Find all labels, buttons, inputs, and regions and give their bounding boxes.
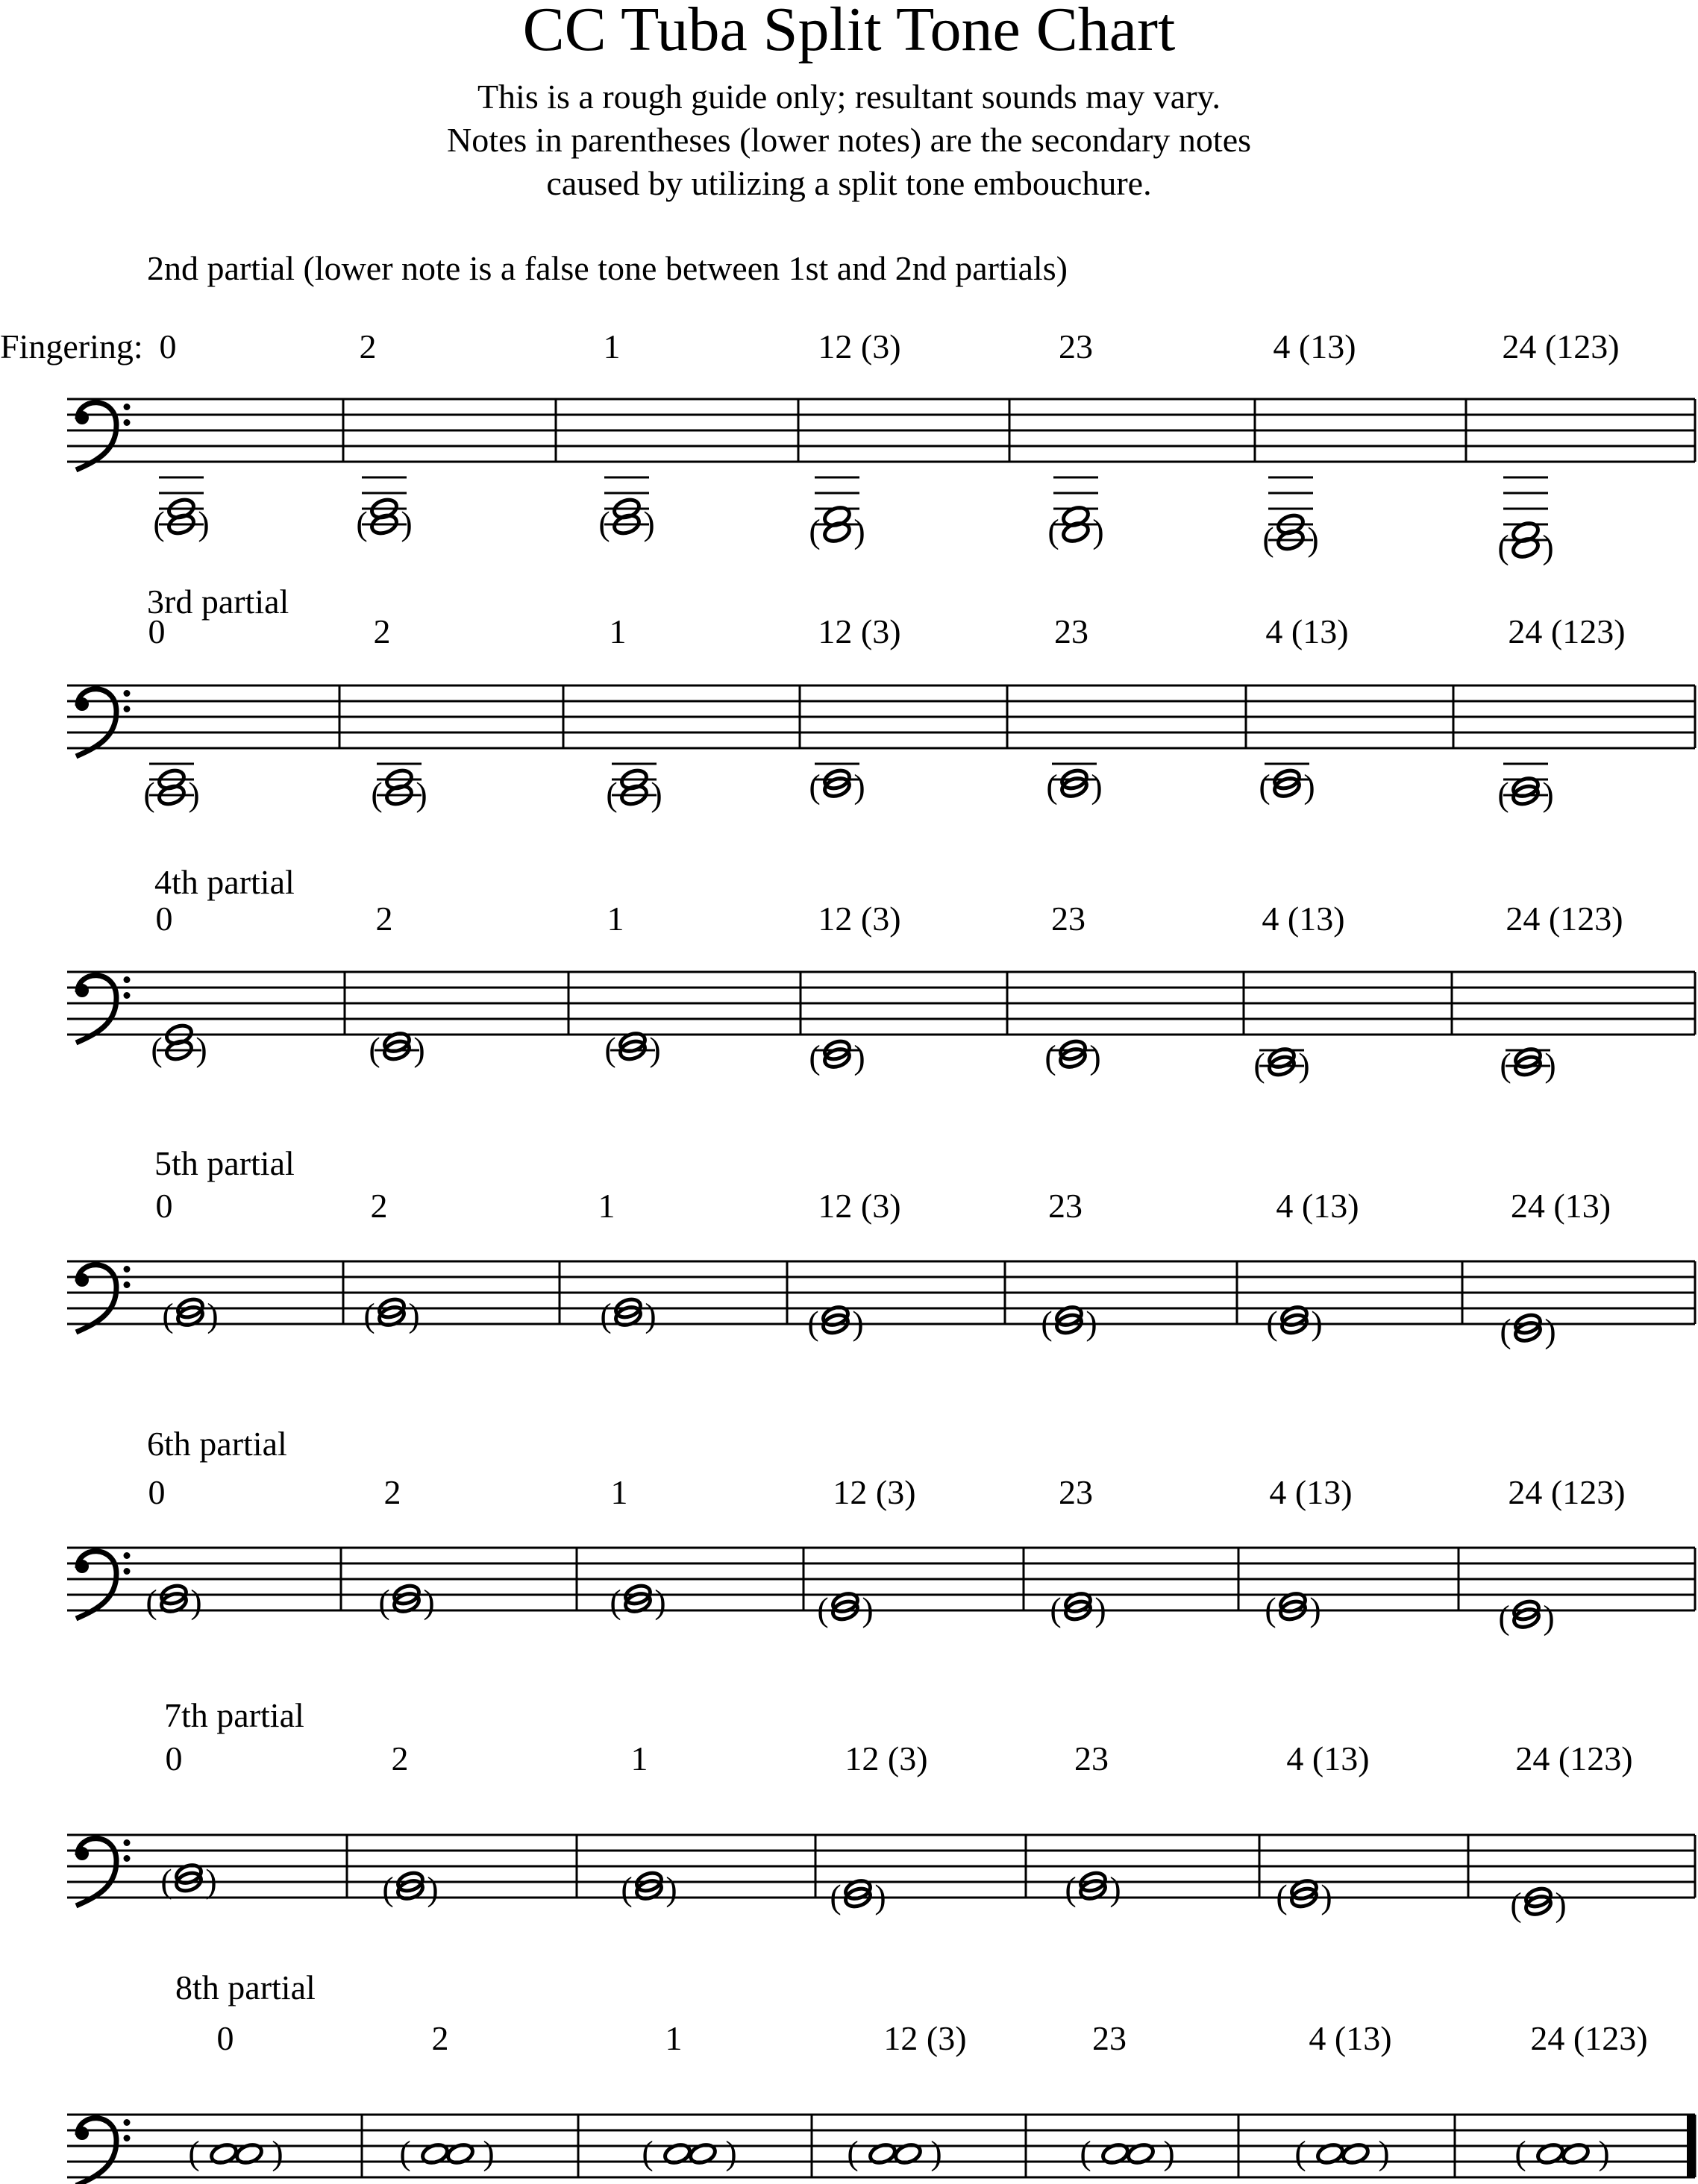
fingering-number: 24 (123) — [1506, 900, 1623, 938]
open-parenthesis: ( — [1050, 1590, 1062, 1628]
open-parenthesis: ( — [621, 1869, 633, 1908]
split-tone-chord — [807, 1304, 863, 1342]
split-tone-chord — [610, 1583, 665, 1621]
fingering-number: 2 — [370, 1187, 388, 1225]
open-parenthesis: ( — [1497, 775, 1509, 813]
open-parenthesis: ( — [153, 504, 165, 542]
split-tone-chord — [606, 764, 662, 813]
close-parenthesis: ) — [188, 775, 200, 813]
partial-row — [67, 1696, 1695, 1924]
open-parenthesis: ( — [399, 2133, 411, 2172]
close-parenthesis: ) — [1094, 1590, 1106, 1628]
bass-clef-icon — [75, 403, 131, 470]
partial-label: 7th partial — [164, 1696, 304, 1734]
split-tone-chord — [1497, 764, 1553, 813]
open-parenthesis: ( — [356, 504, 368, 542]
split-tone-chord — [1498, 1598, 1554, 1637]
fingering-number: 23 — [1092, 2019, 1127, 2057]
close-parenthesis: ) — [862, 1590, 874, 1628]
close-parenthesis: ) — [852, 1304, 864, 1342]
close-parenthesis: ) — [1311, 1304, 1323, 1342]
open-parenthesis: ( — [1500, 1046, 1511, 1084]
close-parenthesis: ) — [649, 1030, 661, 1068]
fingering-number: 23 — [1074, 1739, 1109, 1777]
split-tone-chord — [382, 1870, 438, 1908]
fingering-number: 23 — [1048, 1187, 1083, 1225]
partial-row — [67, 1968, 1695, 2184]
close-parenthesis: ) — [930, 2133, 942, 2172]
fingering-number: 1 — [630, 1739, 648, 1777]
fingering-number: 24 (13) — [1510, 1187, 1611, 1225]
split-tone-chord — [399, 2134, 494, 2172]
split-tone-chord — [1259, 764, 1315, 806]
close-parenthesis: ) — [1303, 767, 1315, 806]
open-parenthesis: ( — [809, 767, 821, 806]
open-parenthesis: ( — [1498, 1598, 1510, 1637]
split-tone-chord — [642, 2134, 736, 2172]
open-parenthesis: ( — [847, 2133, 859, 2172]
split-tone-chord — [1047, 477, 1103, 550]
fingering-number: 24 (123) — [1502, 327, 1620, 365]
fingering-number: 12 (3) — [818, 1187, 901, 1225]
close-parenthesis: ) — [1544, 1311, 1556, 1350]
close-parenthesis: ) — [272, 2133, 283, 2172]
split-tone-chord — [188, 2134, 283, 2172]
close-parenthesis: ) — [195, 1030, 207, 1068]
split-tone-chord — [809, 1038, 865, 1076]
open-parenthesis: ( — [151, 1030, 163, 1068]
close-parenthesis: ) — [1309, 1590, 1321, 1628]
close-parenthesis: ) — [1089, 1038, 1101, 1076]
split-tone-chord — [160, 1862, 216, 1900]
open-parenthesis: ( — [610, 1582, 621, 1621]
split-tone-chord — [1500, 1046, 1556, 1084]
fingering-number: 0 — [159, 327, 177, 365]
open-parenthesis: ( — [378, 1582, 390, 1621]
close-parenthesis: ) — [483, 2133, 495, 2172]
split-tone-chord — [1294, 2134, 1389, 2172]
close-parenthesis: ) — [1542, 775, 1554, 813]
open-parenthesis: ( — [369, 1030, 380, 1068]
fingering-number: 23 — [1059, 1473, 1093, 1511]
open-parenthesis: ( — [1047, 512, 1059, 550]
open-parenthesis: ( — [1266, 1304, 1278, 1342]
close-parenthesis: ) — [1555, 1885, 1567, 1924]
split-tone-chord — [1265, 1590, 1321, 1628]
open-parenthesis: ( — [188, 2133, 200, 2172]
split-tone-chord — [1510, 1886, 1566, 1924]
close-parenthesis: ) — [1307, 520, 1319, 558]
open-parenthesis: ( — [1041, 1304, 1053, 1342]
close-parenthesis: ) — [874, 1877, 886, 1915]
partial-row — [67, 1144, 1695, 1350]
close-parenthesis: ) — [190, 1582, 202, 1621]
split-tone-chord — [600, 1296, 656, 1334]
subtitle-line: This is a rough guide only; resultant sounds may vary. — [477, 78, 1221, 116]
split-tone-chord — [1065, 1870, 1121, 1908]
close-parenthesis: ) — [1543, 1598, 1555, 1637]
fingering-number: 2 — [391, 1739, 409, 1777]
open-parenthesis: ( — [363, 1296, 375, 1334]
fingering-number: 23 — [1054, 612, 1088, 650]
close-parenthesis: ) — [853, 512, 865, 550]
split-tone-chord — [817, 1590, 873, 1628]
split-tone-chord — [378, 1583, 434, 1621]
open-parenthesis: ( — [1259, 767, 1271, 806]
bass-clef-icon — [75, 2118, 131, 2184]
partial-row — [67, 583, 1695, 813]
close-parenthesis: ) — [205, 1862, 217, 1900]
close-parenthesis: ) — [413, 1030, 425, 1068]
fingering-number: 4 (13) — [1265, 612, 1349, 650]
split-tone-chord — [162, 1296, 218, 1334]
open-parenthesis: ( — [382, 1869, 394, 1908]
partial-row — [0, 249, 1695, 566]
fingering-number: 0 — [148, 612, 166, 650]
close-parenthesis: ) — [1298, 1046, 1310, 1084]
open-parenthesis: ( — [600, 1296, 612, 1334]
split-tone-chord — [1046, 764, 1102, 806]
fingering-number: 4 (13) — [1286, 1739, 1370, 1777]
fingering-number: 1 — [598, 1187, 615, 1225]
close-parenthesis: ) — [654, 1582, 666, 1621]
open-parenthesis: ( — [598, 504, 610, 542]
split-tone-chord — [621, 1870, 677, 1908]
split-tone-chord — [809, 477, 865, 550]
fingering-number: 1 — [609, 612, 627, 650]
close-parenthesis: ) — [643, 504, 655, 542]
fingering-number: 2 — [375, 900, 393, 938]
split-tone-chord — [1050, 1590, 1106, 1628]
open-parenthesis: ( — [1265, 1590, 1276, 1628]
open-parenthesis: ( — [1046, 767, 1058, 806]
close-parenthesis: ) — [1321, 1877, 1332, 1915]
split-tone-chord — [809, 764, 865, 806]
split-tone-chord — [1262, 477, 1318, 558]
split-tone-chord — [1080, 2134, 1174, 2172]
split-tone-chord — [356, 477, 412, 542]
close-parenthesis: ) — [416, 775, 427, 813]
fingering-number: 4 (13) — [1309, 2019, 1392, 2057]
close-parenthesis: ) — [401, 504, 413, 542]
partial-label: 8th partial — [175, 1968, 316, 2006]
close-parenthesis: ) — [207, 1296, 219, 1334]
partial-label: 2nd partial (lower note is a false tone between 1st and 2nd partials) — [147, 249, 1068, 287]
subtitle-line: Notes in parentheses (lower notes) are the secondary notes — [446, 121, 1252, 159]
fingering-number: 0 — [165, 1739, 183, 1777]
partial-row — [67, 863, 1695, 1084]
fingering-number: 4 (13) — [1262, 900, 1345, 938]
split-tone-chord — [598, 477, 654, 542]
close-parenthesis: ) — [1542, 527, 1554, 566]
open-parenthesis: ( — [1497, 527, 1509, 566]
open-parenthesis: ( — [1080, 2133, 1091, 2172]
close-parenthesis: ) — [1085, 1304, 1097, 1342]
split-tone-chord — [847, 2134, 942, 2172]
fingering-number: 24 (123) — [1515, 1739, 1633, 1777]
close-parenthesis: ) — [665, 1869, 677, 1908]
open-parenthesis: ( — [1044, 1038, 1056, 1076]
fingering-number: 1 — [603, 327, 621, 365]
fingering-number: 0 — [216, 2019, 234, 2057]
split-tone-chord — [143, 764, 199, 813]
open-parenthesis: ( — [1262, 520, 1274, 558]
open-parenthesis: ( — [1294, 2133, 1306, 2172]
close-parenthesis: ) — [198, 504, 210, 542]
split-tone-chord — [1276, 1877, 1332, 1915]
close-parenthesis: ) — [427, 1869, 439, 1908]
bass-clef-icon — [75, 1839, 131, 1906]
close-parenthesis: ) — [651, 775, 662, 813]
open-parenthesis: ( — [162, 1296, 174, 1334]
open-parenthesis: ( — [817, 1590, 829, 1628]
open-parenthesis: ( — [606, 775, 618, 813]
close-parenthesis: ) — [1598, 2133, 1610, 2172]
fingering-number: 12 (3) — [818, 612, 901, 650]
split-tone-chord — [151, 1023, 207, 1068]
bass-clef-icon — [75, 1551, 131, 1619]
fingering-number: 2 — [383, 1473, 401, 1511]
open-parenthesis: ( — [807, 1304, 819, 1342]
split-tone-chord — [1041, 1304, 1097, 1342]
subtitle-line: caused by utilizing a split tone embouchure. — [546, 164, 1152, 202]
fingering-number: 24 (123) — [1508, 612, 1626, 650]
split-tone-chord — [369, 1030, 424, 1068]
fingering-number: 2 — [431, 2019, 449, 2057]
open-parenthesis: ( — [143, 775, 155, 813]
fingering-number: 4 (13) — [1273, 327, 1356, 365]
split-tone-chord — [153, 477, 209, 542]
fingering-number: 12 (3) — [818, 900, 901, 938]
split-tone-chord — [1266, 1304, 1322, 1342]
fingering-number: 24 (123) — [1508, 1473, 1626, 1511]
fingering-number: 12 (3) — [833, 1473, 916, 1511]
open-parenthesis: ( — [809, 1038, 821, 1076]
close-parenthesis: ) — [853, 1038, 865, 1076]
partial-label: 3rd partial — [147, 583, 289, 621]
fingering-label: Fingering: — [0, 327, 143, 365]
open-parenthesis: ( — [160, 1862, 172, 1900]
close-parenthesis: ) — [853, 767, 865, 806]
fingering-number: 12 (3) — [883, 2019, 967, 2057]
split-tone-chord — [1500, 1312, 1556, 1350]
page-title: CC Tuba Split Tone Chart — [522, 0, 1176, 64]
fingering-number: 4 (13) — [1269, 1473, 1353, 1511]
close-parenthesis: ) — [423, 1582, 435, 1621]
fingering-number: 1 — [607, 900, 624, 938]
close-parenthesis: ) — [408, 1296, 420, 1334]
close-parenthesis: ) — [1109, 1869, 1121, 1908]
bass-clef-icon — [75, 976, 131, 1043]
partial-label: 5th partial — [154, 1144, 295, 1182]
split-tone-chord — [1253, 1046, 1309, 1084]
open-parenthesis: ( — [830, 1877, 842, 1915]
open-parenthesis: ( — [1276, 1877, 1288, 1915]
fingering-number: 0 — [155, 1187, 173, 1225]
open-parenthesis: ( — [1510, 1885, 1522, 1924]
fingering-number: 2 — [373, 612, 391, 650]
split-tone-chord — [145, 1583, 201, 1621]
fingering-number: 24 (123) — [1530, 2019, 1648, 2057]
split-tone-chord — [371, 764, 427, 813]
fingering-number: 23 — [1059, 327, 1093, 365]
split-tone-chord — [604, 1030, 660, 1068]
open-parenthesis: ( — [604, 1030, 616, 1068]
fingering-number: 4 (13) — [1276, 1187, 1359, 1225]
open-parenthesis: ( — [1253, 1046, 1265, 1084]
bass-clef-icon — [75, 1265, 131, 1332]
close-parenthesis: ) — [1378, 2133, 1390, 2172]
split-tone-chord — [1497, 477, 1553, 566]
fingering-number: 0 — [155, 900, 173, 938]
fingering-number: 23 — [1051, 900, 1085, 938]
open-parenthesis: ( — [371, 775, 383, 813]
bass-clef-icon — [75, 689, 131, 756]
split-tone-chord — [1044, 1038, 1100, 1076]
open-parenthesis: ( — [1500, 1311, 1511, 1350]
fingering-number: 12 (3) — [818, 327, 901, 365]
fingering-number: 1 — [610, 1473, 628, 1511]
open-parenthesis: ( — [809, 512, 821, 550]
split-tone-chord — [363, 1296, 419, 1334]
open-parenthesis: ( — [1514, 2133, 1526, 2172]
close-parenthesis: ) — [1091, 767, 1103, 806]
close-parenthesis: ) — [645, 1296, 657, 1334]
fingering-number: 0 — [148, 1473, 166, 1511]
open-parenthesis: ( — [145, 1582, 157, 1621]
open-parenthesis: ( — [642, 2133, 654, 2172]
close-parenthesis: ) — [1544, 1046, 1556, 1084]
partial-label: 4th partial — [154, 863, 295, 901]
split-tone-chord — [1514, 2134, 1609, 2172]
partial-label: 6th partial — [147, 1425, 287, 1463]
close-parenthesis: ) — [1092, 512, 1104, 550]
fingering-number: 1 — [665, 2019, 683, 2057]
close-parenthesis: ) — [725, 2133, 737, 2172]
partial-row — [67, 1425, 1695, 1637]
open-parenthesis: ( — [1065, 1869, 1077, 1908]
fingering-number: 12 (3) — [845, 1739, 928, 1777]
fingering-number: 2 — [359, 327, 377, 365]
split-tone-chord — [830, 1877, 886, 1915]
close-parenthesis: ) — [1163, 2133, 1175, 2172]
